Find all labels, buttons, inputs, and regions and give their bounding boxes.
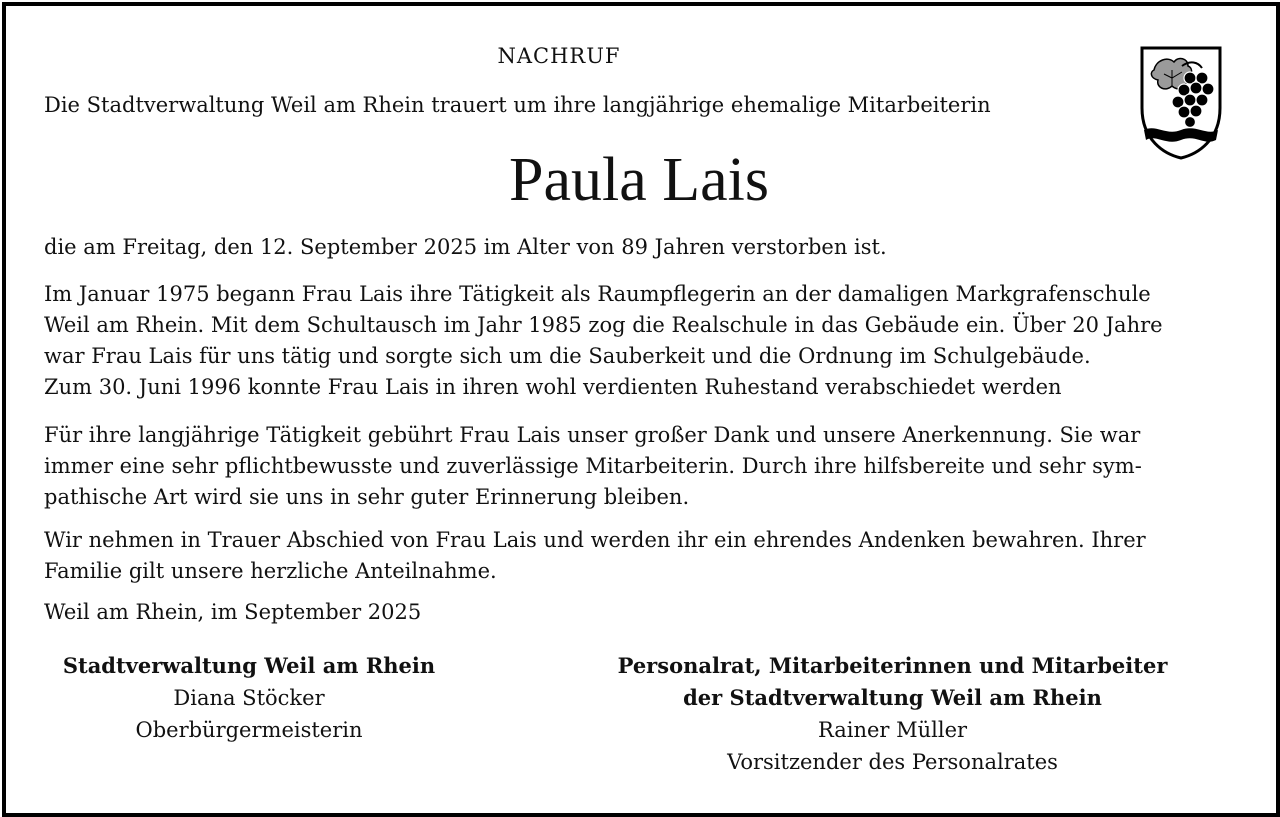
place-date: Weil am Rhein, im September 2025 <box>44 600 422 624</box>
signature-org: Personalrat, Mitarbeiterinnen und Mitarbeiter <box>617 653 1168 678</box>
intro-line: Die Stadtverwaltung Weil am Rhein trauert um ihre langjährige ehemalige Mitarbeiterin <box>44 93 991 117</box>
career-paragraph <box>44 279 1234 403</box>
notice-heading: NACHRUF <box>497 44 621 68</box>
text-line: war Frau Lais für uns tätig und sorgte sich um die Sauberkeit und die Ordnung im Schulgebäude. <box>44 344 1091 368</box>
text-line: immer eine sehr pflichtbewusste und zuverlässige Mitarbeiterin. Durch ihre hilfsbereite und sehr sym- <box>44 454 1142 478</box>
coat-of-arms-grapes-icon <box>1138 44 1224 162</box>
signature-role: Oberbürgermeisterin <box>135 718 363 742</box>
text-line: Zum 30. Juni 1996 konnte Frau Lais in ihren wohl verdienten Ruhestand verabschiedet werden <box>44 375 1062 399</box>
text-line: Wir nehmen in Trauer Abschied von Frau Lais und werden ihr ein ehrendes Andenken bewahren. Ihrer <box>44 528 1146 552</box>
signature-org: Stadtverwaltung Weil am Rhein <box>62 653 436 678</box>
text-line: Weil am Rhein. Mit dem Schultausch im Jahr 1985 zog die Realschule in das Gebäude ein. Über 20 Jahre <box>44 313 1163 337</box>
text-line: pathische Art wird sie uns in sehr guter Erinnerung bleiben. <box>44 485 690 509</box>
date-line: die am Freitag, den 12. September 2025 im Alter von 89 Jahren verstorben ist. <box>44 235 887 259</box>
signature-person: Diana Stöcker <box>173 686 325 710</box>
thanks-paragraph <box>44 420 1234 513</box>
signature-city-administration <box>44 650 454 746</box>
deceased-name: Paula Lais <box>509 146 769 214</box>
signature-staff-council <box>600 650 1185 778</box>
text-line: Im Januar 1975 begann Frau Lais ihre Tätigkeit als Raumpflegerin an der damaligen Markgrafenschule <box>44 282 1151 306</box>
text-line: Familie gilt unsere herzliche Anteilnahme. <box>44 559 497 583</box>
signature-org: der Stadtverwaltung Weil am Rhein <box>683 685 1102 710</box>
signature-role: Vorsitzender des Personalrates <box>727 750 1058 774</box>
text-line: Für ihre langjährige Tätigkeit gebührt Frau Lais unser großer Dank und unsere Anerkennung. Sie war <box>44 423 1141 447</box>
signature-person: Rainer Müller <box>817 718 968 742</box>
farewell-paragraph <box>44 525 1234 587</box>
